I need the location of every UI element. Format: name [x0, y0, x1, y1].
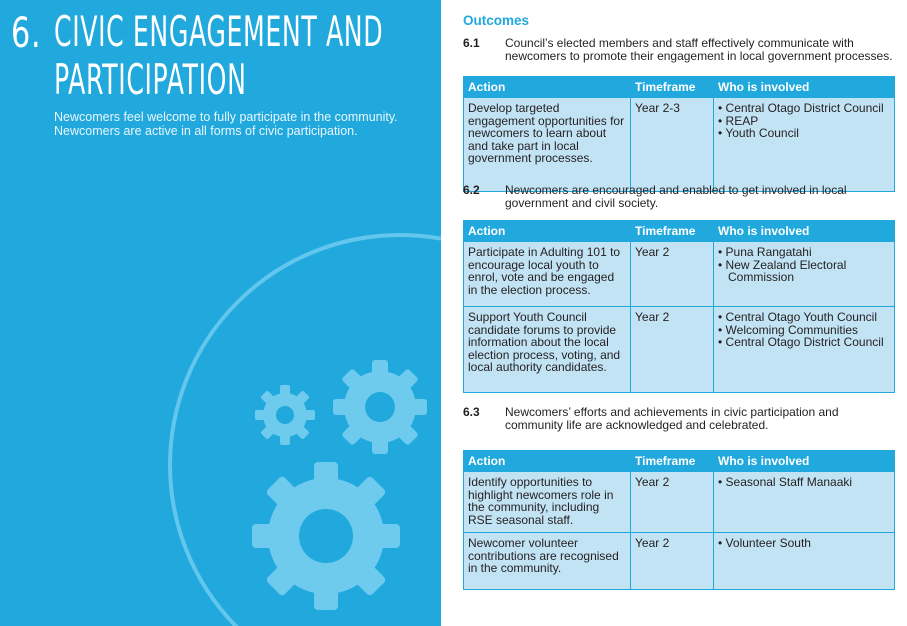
list-item: • Central Otago Youth Council: [718, 311, 890, 324]
timeframe-cell: Year 2: [631, 307, 714, 393]
outcomes-heading: Outcomes: [463, 13, 530, 28]
table-row: [464, 98, 895, 192]
outcome-6-2-table: [463, 220, 895, 393]
who-cell: [714, 533, 895, 590]
column-header-action: Action: [464, 451, 631, 472]
timeframe-cell: Year 2: [631, 533, 714, 590]
column-header-who: Who is involved: [714, 77, 895, 98]
list-item: • New Zealand Electoral Commission: [718, 259, 890, 284]
list-item: • Welcoming Communities: [718, 324, 890, 337]
outcome-number: 6.2: [463, 183, 480, 197]
list-item: • Puna Rangatahi: [718, 246, 890, 259]
who-cell: [714, 98, 895, 192]
outcome-text: Newcomers are encouraged and enabled to get involved in local government and civil society.: [505, 183, 847, 210]
table-header-row: [464, 221, 895, 242]
section-title-line2: PARTICIPATION: [54, 55, 247, 104]
list-item: • Central Otago District Council: [718, 336, 890, 349]
action-cell: Participate in Adulting 101 to encourage local youth to enrol, vote and be engaged in the election process.: [464, 242, 631, 307]
column-header-who: Who is involved: [714, 451, 895, 472]
timeframe-cell: Year 2-3: [631, 98, 714, 192]
outcome-text: Newcomers’ efforts and achievements in civic participation and community life are acknowledged and celebrated.: [505, 405, 839, 432]
who-cell: [714, 242, 895, 307]
timeframe-cell: Year 2: [631, 472, 714, 533]
list-item: • Central Otago District Council: [718, 102, 890, 115]
list-item: • REAP: [718, 115, 890, 128]
outcome-6-3-table: [463, 450, 895, 590]
who-cell: [714, 307, 895, 393]
table-row: [464, 307, 895, 393]
list-item: • Seasonal Staff Manaaki: [718, 476, 890, 489]
column-header-timeframe: Timeframe: [631, 451, 714, 472]
left-panel: [0, 0, 441, 626]
column-header-who: Who is involved: [714, 221, 895, 242]
outcome-text: Council’s elected members and staff effectively communicate with newcomers to promote their engagement in local government processes.: [505, 36, 893, 63]
who-cell: [714, 472, 895, 533]
column-header-timeframe: Timeframe: [631, 221, 714, 242]
table-header-row: [464, 451, 895, 472]
action-cell: Develop targeted engagement opportunities for newcomers to learn about and take part in local government processes.: [464, 98, 631, 192]
section-intro: Newcomers feel welcome to fully participate in the community. Newcomers are active in all forms of civic participation.: [54, 110, 398, 138]
section-title: [54, 8, 441, 104]
list-item: • Youth Council: [718, 127, 890, 140]
column-header-action: Action: [464, 221, 631, 242]
list-item: • Volunteer South: [718, 537, 890, 550]
action-cell: Support Youth Council candidate forums to provide information about the local election process, voting, and local authority candidates.: [464, 307, 631, 393]
column-header-timeframe: Timeframe: [631, 77, 714, 98]
section-title-line1: CIVIC ENGAGEMENT AND: [54, 7, 384, 56]
timeframe-cell: Year 2: [631, 242, 714, 307]
section-number: 6.: [11, 8, 42, 57]
table-row: [464, 472, 895, 533]
outcome-6-1-table: [463, 76, 895, 192]
outcome-number: 6.1: [463, 36, 480, 50]
column-header-action: Action: [464, 77, 631, 98]
action-cell: Identify opportunities to highlight newcomers role in the community, including RSE seasonal staff.: [464, 472, 631, 533]
action-cell: Newcomer volunteer contributions are recognised in the community.: [464, 533, 631, 590]
outcome-number: 6.3: [463, 405, 480, 419]
table-row: [464, 533, 895, 590]
table-header-row: [464, 77, 895, 98]
table-row: [464, 242, 895, 307]
